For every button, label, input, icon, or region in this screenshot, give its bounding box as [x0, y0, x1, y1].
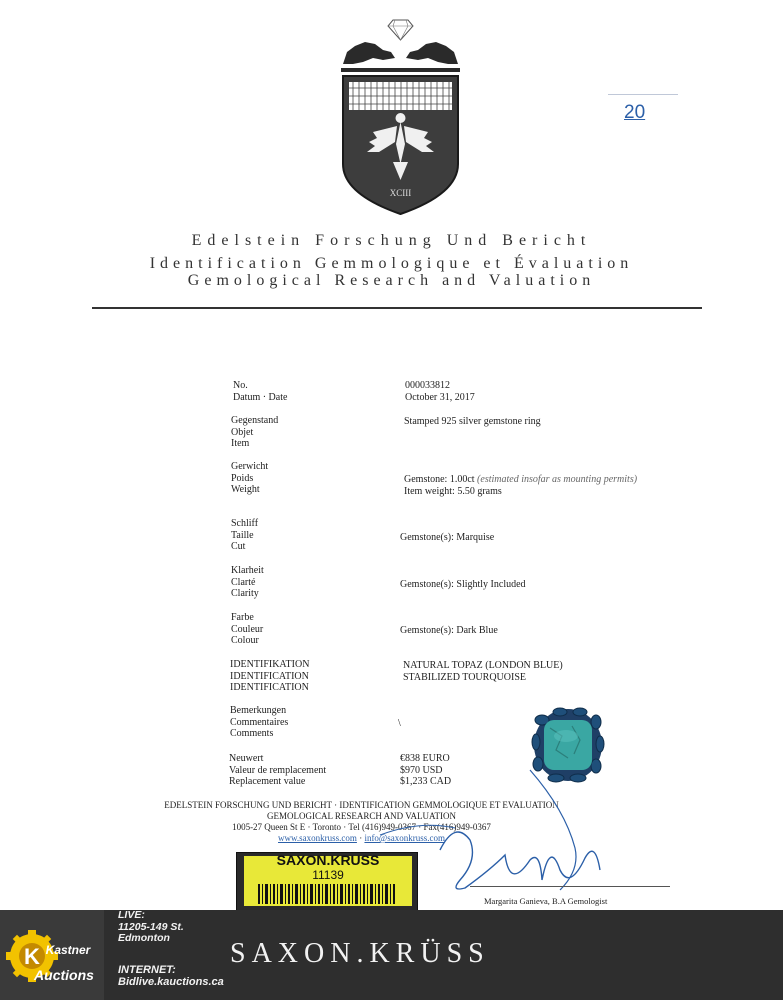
weight-note: (estimated insofar as mounting permits)	[477, 474, 638, 485]
logo-text-kastner: Kastner	[45, 943, 91, 957]
field-values-weight: Gemstone: 1.00ct (estimated insofar as mounting permits) Item weight: 5.50 grams	[404, 474, 638, 497]
page-number: 20	[624, 102, 646, 123]
field-labels-identification: IDENTIFIKATION IDENTIFICATION IDENTIFICATION	[230, 659, 310, 693]
live-label: LIVE:	[118, 909, 145, 921]
field-values-cut: Gemstone(s): Marquise	[400, 532, 495, 543]
griffin-left-icon	[343, 42, 395, 64]
footer-line-3: 1005-27 Queen St E · Toronto · Tel (416)949-0367 · Fax(416)949-0367	[232, 822, 491, 832]
internet-info	[118, 964, 224, 988]
field-values-identification: NATURAL TOPAZ (LONDON BLUE) STABILIZED TOURQUOISE	[403, 660, 563, 683]
page-number-rule	[608, 94, 678, 95]
internet-label: INTERNET:	[118, 964, 176, 976]
footer-line-1: EDELSTEIN FORSCHUNG UND BERICHT · IDENTIFICATION GEMMOLOGIQUE ET EVALUATION	[164, 800, 559, 810]
griffin-right-icon	[406, 42, 458, 64]
field-labels-clarity: Klarheit Clarté Clarity	[231, 565, 264, 599]
signature-line	[470, 886, 670, 887]
header-french: Identification Gemmologique et Évaluation	[149, 255, 634, 272]
field-values-item: Stamped 925 silver gemstone ring	[404, 416, 541, 427]
footer-line-2: GEMOLOGICAL RESEARCH AND VALUATION	[266, 811, 457, 821]
header-english: Gemological Research and Valuation	[187, 272, 596, 289]
crest-numeral: XCIII	[389, 188, 412, 198]
field-labels-colour: Farbe Couleur Colour	[231, 612, 264, 646]
field-values-comments: \	[398, 718, 401, 729]
crest-emblem	[333, 14, 468, 219]
live-city: Edmonton	[118, 932, 170, 944]
barcode-number: 11139	[312, 868, 344, 882]
live-info	[118, 910, 184, 945]
svg-text:K: K	[24, 944, 40, 969]
diamond-icon	[388, 20, 413, 40]
header-rule	[92, 307, 702, 309]
field-labels-cut: Schliff Taille Cut	[231, 518, 259, 552]
kastner-auctions-logo	[6, 916, 104, 996]
website-link[interactable]: www.saxonkruss.com	[278, 833, 357, 843]
header-german: Edelstein Forschung Und Bericht	[191, 232, 592, 249]
field-values-clarity: Gemstone(s): Slightly Included	[400, 579, 526, 590]
internet-url[interactable]: Bidlive.kauctions.ca	[118, 976, 224, 988]
field-labels-value: Neuwert Valeur de remplacement Replacement value	[229, 753, 327, 787]
field-values-colour: Gemstone(s): Dark Blue	[400, 625, 498, 636]
live-address: 11205-149 St.	[118, 920, 184, 933]
barcode-title: SAXON.KRUSS	[276, 852, 380, 868]
link-separator: ·	[356, 833, 365, 843]
field-labels-weight: Gerwicht Poids Weight	[231, 461, 269, 495]
brand-wordmark: SAXON.KRÜSS	[230, 938, 490, 969]
field-labels-comments: Bemerkungen Commentaires Comments	[230, 705, 289, 739]
field-labels-number: No. Datum · Date	[233, 380, 288, 403]
logo-text-auctions: Auctions	[34, 967, 94, 983]
gemologist-name: Margarita Ganieva, B.A Gemologist	[484, 896, 608, 906]
field-labels-item: Gegenstand Objet Item	[231, 415, 279, 449]
email-link[interactable]: info@saxonkruss.com	[364, 833, 445, 843]
field-values-number: 000033812 October 31, 2017	[405, 380, 475, 403]
field-values-value: €838 EURO $970 USD $1,233 CAD	[400, 753, 452, 787]
barcode-icon	[258, 884, 398, 904]
